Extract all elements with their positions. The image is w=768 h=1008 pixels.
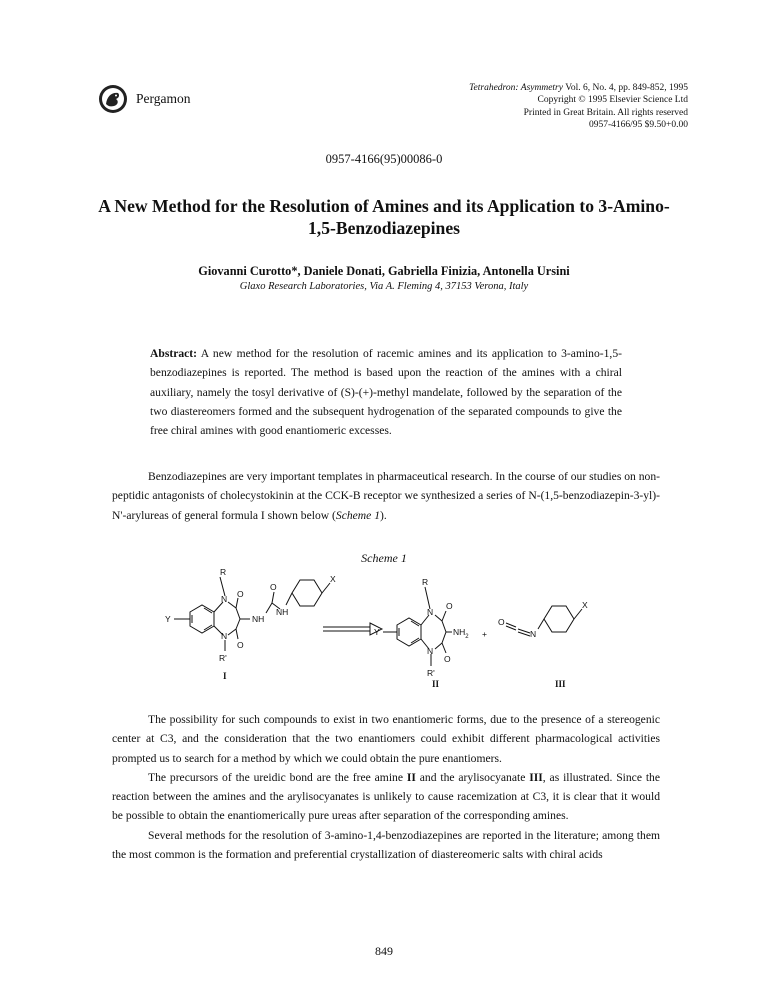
atom-n: N xyxy=(221,594,228,604)
atom-n: N xyxy=(427,607,434,617)
paragraph-enantiomers: The possibility for such compounds to exist in two enantiomeric forms, due to the presence of a stereogenic center at C3, and the consideration that the two enantiomers could exhibit different pharmacological activities prompted us to search for a method by which we could obtain the pure enantiomers. xyxy=(112,713,660,765)
atom-r-prime: R' xyxy=(427,668,435,678)
journal-citation xyxy=(469,82,688,94)
printed-line: Printed in Great Britain. All rights reserved xyxy=(523,107,688,118)
atom-r-prime: R' xyxy=(219,653,227,663)
author-list: Giovanni Curotto*, Daniele Donati, Gabriella Finizia, Antonella Ursini xyxy=(198,264,570,278)
plus-sign: + xyxy=(482,629,487,639)
paragraph-precursors-mid: and the arylisocyanate xyxy=(415,770,530,784)
abstract-label: Abstract: xyxy=(150,347,198,360)
atom-r: R xyxy=(422,577,429,587)
atom-r: R xyxy=(220,567,227,577)
atom-o: O xyxy=(446,601,453,611)
compound-ref-ii: II xyxy=(406,770,416,784)
atom-x: X xyxy=(330,574,336,584)
atom-nh2-main: NH xyxy=(453,627,466,637)
atom-y: Y xyxy=(165,614,171,624)
copyright-line: Copyright © 1995 Elsevier Science Ltd xyxy=(537,95,688,106)
atom-n: N xyxy=(530,629,537,639)
issn-price-line: 0957-4166/95 $9.50+0.00 xyxy=(588,120,688,131)
paper-title: A New Method for the Resolution of Amines and its Application to 3-Amino-1,5-Benzodiazepines xyxy=(98,196,670,238)
atom-nh2 xyxy=(453,627,469,640)
journal-volume: Vol. 6, No. 4, pp. 849-852, 1995 xyxy=(562,83,688,93)
abstract xyxy=(150,344,622,440)
paragraph-intro-end: ). xyxy=(380,508,387,522)
scheme-1-diagram xyxy=(165,565,610,690)
compound-label-iii: III xyxy=(555,679,566,689)
paragraph-precursors-a: The precursors of the ureidic bond are the free amine xyxy=(148,770,407,784)
compound-ii-structure xyxy=(374,577,469,689)
compound-iii-structure xyxy=(498,600,588,689)
atom-n: N xyxy=(427,646,434,656)
paragraph-intro xyxy=(112,467,660,525)
scheme-ref: Scheme 1 xyxy=(335,508,381,522)
atom-x: X xyxy=(582,600,588,610)
atom-o: O xyxy=(270,582,277,592)
doi-code: 0957-4166(95)00086-0 xyxy=(325,152,443,166)
pergamon-logo xyxy=(98,84,128,114)
atom-nh: NH xyxy=(276,607,289,617)
affiliation: Glaxo Research Laboratories, Via A. Fleming 4, 37153 Verona, Italy xyxy=(239,281,529,292)
publisher-name: Pergamon xyxy=(136,91,191,106)
journal-info xyxy=(469,82,688,132)
atom-y: Y xyxy=(374,627,380,637)
atom-o: O xyxy=(498,617,505,627)
atom-nh2-subscript: 2 xyxy=(465,634,469,640)
compound-label-ii: II xyxy=(432,679,440,689)
scheme-label: Scheme 1 xyxy=(361,551,407,565)
paragraph-precursors xyxy=(112,768,660,826)
body-paragraphs xyxy=(112,710,660,864)
compound-i-structure xyxy=(165,567,336,681)
paragraph-precursors-c: , as illustrated. Since the reaction between the amines and the arylisocyanates is unlikely to cause racemization at C3, it is clear that it would be possible to obtain the enantiomerically pure ureas after separation of the corresponding amines. xyxy=(112,770,660,823)
atom-o: O xyxy=(237,589,244,599)
compound-label-i: I xyxy=(223,671,227,681)
journal-name: Tetrahedron: Asymmetry xyxy=(469,83,563,93)
atom-o: O xyxy=(444,654,451,664)
paragraph-intro-text: Benzodiazepines are very important templates in pharmaceutical research. In the course of our studies on non-peptidic antagonists of cholecystokinin at the CCK-B receptor we synthesized a series of N-(1,5-benzodiazepin-3-yl)-N'-arylureas of general formula I shown below ( xyxy=(112,470,660,522)
atom-nh: NH xyxy=(252,614,265,624)
page-number: 849 xyxy=(375,944,393,958)
abstract-text: A new method for the resolution of racemic amines and its application to 3-amino-1,5-benzodiazepines is reported. The method is based upon the reaction of the amines with a chiral auxiliary, namely the tosyl derivative of (S)-(+)-methyl mandelate, followed by the separation of the two diastereomers formed and the subsequent hydrogenation of the separated compounds to give the free chiral amines with good enantiomeric excesses. xyxy=(150,347,622,438)
atom-o: O xyxy=(237,640,244,650)
paragraph-methods: Several methods for the resolution of 3-amino-1,4-benzodiazepines are reported in the literature; among them the most common is the formation and preferential crystallization of diastereomeric salts with chiral acids xyxy=(112,828,660,862)
atom-n: N xyxy=(221,631,228,641)
compound-ref-iii: III xyxy=(529,770,543,784)
